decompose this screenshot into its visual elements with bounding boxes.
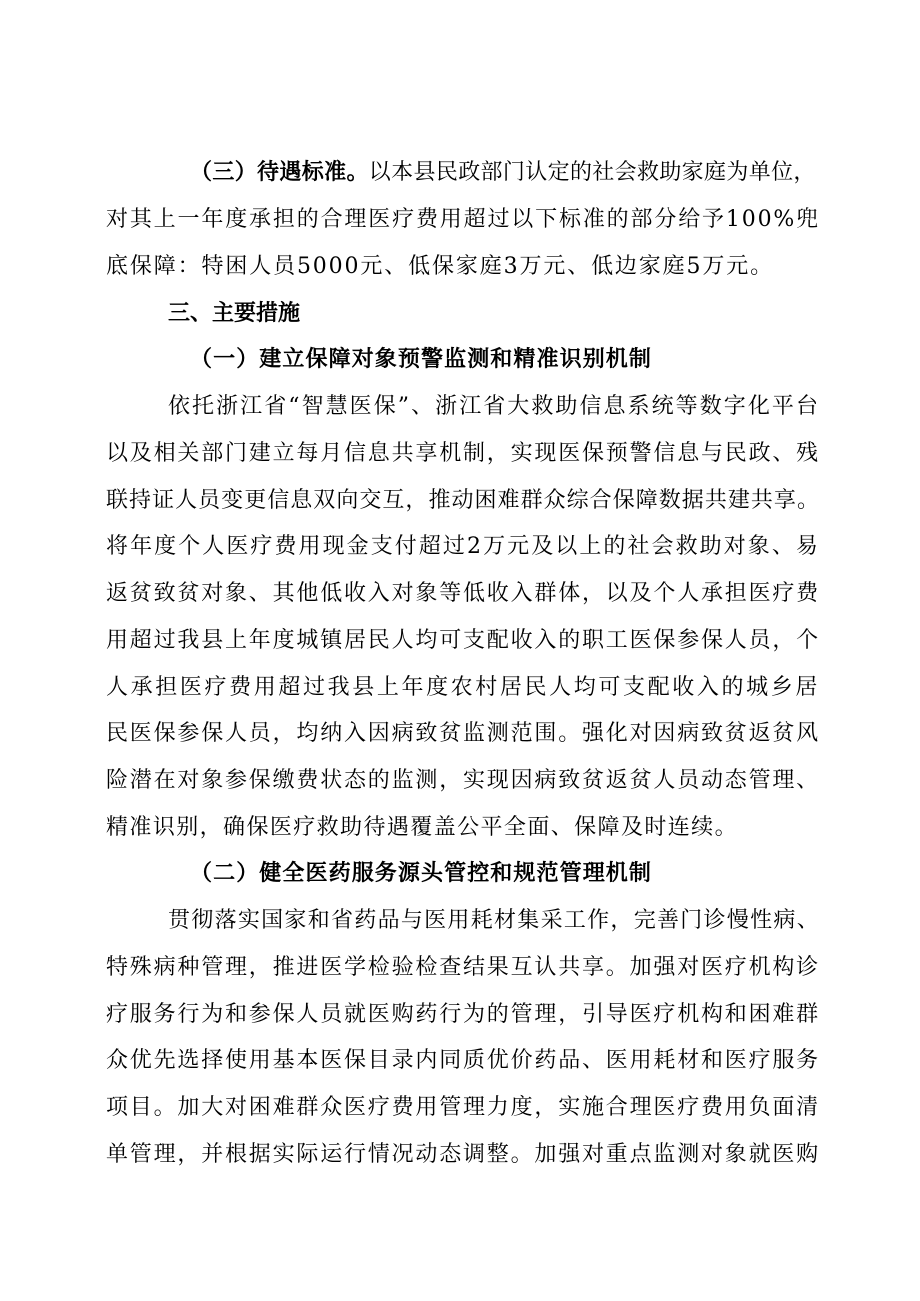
paragraph-line-18 <box>0 948 920 988</box>
body-text: 众优先选择使用基本医保目录内同质优价药品、医用耗材和医疗服务 <box>106 1048 820 1073</box>
paragraph-line-12 <box>0 668 920 708</box>
paragraph-line-7 <box>0 434 920 474</box>
paragraph-line-9 <box>0 527 920 567</box>
paragraph-line-8 <box>0 481 920 521</box>
body-text: 民医保参保人员，均纳入因病致贫监测范围。强化对因病致贫返贫风 <box>106 721 820 746</box>
body-text: 险潜在对象参保缴费状态的监测，实现因病致贫返贫人员动态管理、 <box>106 768 820 793</box>
body-text: 特殊病种管理，推进医学检验检查结果互认共享。加强对医疗机构诊 <box>106 955 820 980</box>
paragraph-line-3 <box>0 247 920 287</box>
body-text: 依托浙江省“智慧医保”、浙江省大救助信息系统等数字化平台 <box>168 394 820 419</box>
paragraph-line-13 <box>0 714 920 754</box>
body-text: 精准识别，确保医疗救助待遇覆盖公平全面、保障及时连续。 <box>106 815 738 840</box>
subsection-heading-1 <box>0 340 920 380</box>
body-text: 底保障：特困人员5000元、低保家庭3万元、低边家庭5万元。 <box>106 254 774 279</box>
body-text: 以本县民政部门认定的社会救助家庭为单位， <box>368 160 816 185</box>
paragraph-line-11 <box>0 621 920 661</box>
paragraph-line-10 <box>0 574 920 614</box>
body-text: 贯彻落实国家和省药品与医用耗材集采工作，完善门诊慢性病、 <box>168 908 820 933</box>
paragraph-line-6 <box>0 387 920 427</box>
body-text: 人承担医疗费用超过我县上年度农村居民人均可支配收入的城乡居 <box>106 675 820 700</box>
paragraph-line-15 <box>0 808 920 848</box>
body-text: 项目。加大对困难群众医疗费用管理力度，实施合理医疗费用负面清 <box>106 1095 820 1120</box>
body-text: 疗服务行为和参保人员就医购药行为的管理，引导医疗机构和困难群 <box>106 1002 820 1027</box>
body-text: 用超过我县上年度城镇居民人均可支配收入的职工医保参保人员，个 <box>106 628 820 653</box>
paragraph-line-1 <box>0 153 920 193</box>
body-text: 单管理，并根据实际运行情况动态调整。加强对重点监测对象就医购 <box>106 1142 820 1167</box>
body-text: 返贫致贫对象、其他低收入对象等低收入群体，以及个人承担医疗费 <box>106 581 820 606</box>
section-heading <box>0 294 920 334</box>
body-text: 联持证人员变更信息双向交互，推动困难群众综合保障数据共建共享。 <box>106 488 820 513</box>
paragraph-line-21 <box>0 1088 920 1128</box>
paragraph-line-17 <box>0 901 920 941</box>
paragraph-line-14 <box>0 761 920 801</box>
paragraph-line-22 <box>0 1135 920 1175</box>
subsection-title: （一）建立保障对象预警监测和精准识别机制 <box>190 347 652 372</box>
heading-text: （三）待遇标准。 <box>190 160 369 185</box>
section-title: 三、主要措施 <box>168 301 300 326</box>
body-text: 将年度个人医疗费用现金支付超过2万元及以上的社会救助对象、易 <box>106 534 820 559</box>
body-text: 以及相关部门建立每月信息共享机制，实现医保预警信息与民政、残 <box>106 441 820 466</box>
subsection-title: （二）健全医药服务源头管控和规范管理机制 <box>190 861 652 886</box>
paragraph-line-2 <box>0 200 920 240</box>
subsection-heading-2 <box>0 854 920 894</box>
paragraph-line-19 <box>0 995 920 1035</box>
paragraph-line-20 <box>0 1041 920 1081</box>
body-text: 对其上一年度承担的合理医疗费用超过以下标准的部分给予100%兜 <box>106 207 820 232</box>
